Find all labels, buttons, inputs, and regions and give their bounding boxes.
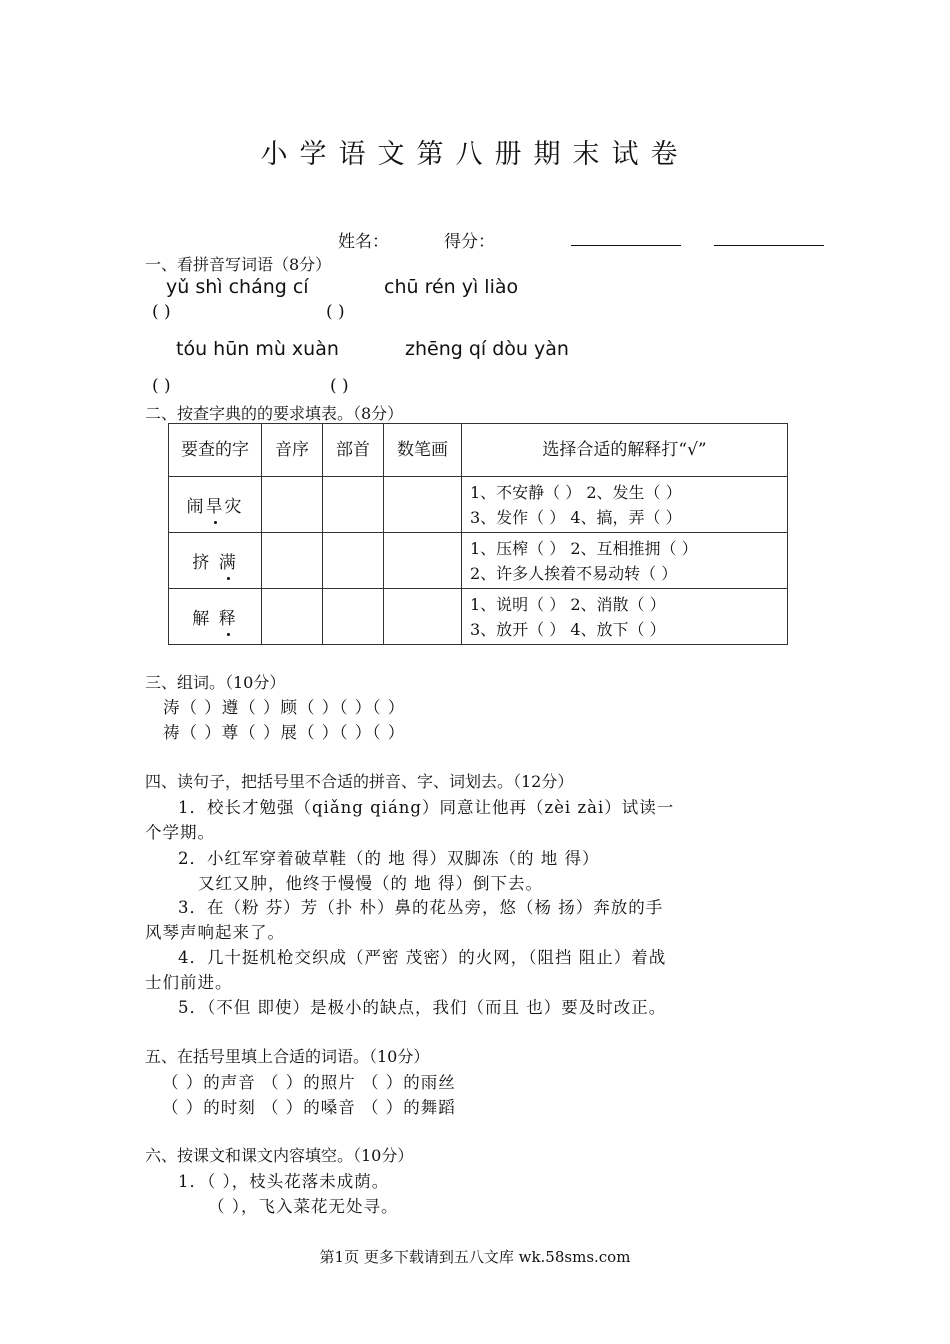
dictionary-table bbox=[168, 423, 788, 645]
section2-heading: 二、按查字典的的要求填表。（8分） bbox=[145, 404, 404, 423]
emphasis-dot-char: 旱 bbox=[205, 497, 225, 517]
pinyin-4: zhēng qí dòu yàn bbox=[405, 338, 569, 360]
col-header: 选择合适的解释打“√” bbox=[462, 424, 788, 477]
sentence-line: 5．（不但 即使）是极小的缺点，我们（而且 也）要及时改正。 bbox=[178, 998, 667, 1017]
word-group-row[interactable]: 祷（ ）尊（ ）展（ ）（ ）（ ） bbox=[163, 723, 406, 742]
sentence-line: 4．几十挺机枪交织成（严密 茂密）的火网，（阻挡 阻止）着战 bbox=[178, 948, 667, 967]
poem-line[interactable]: 1．（ ），枝头花落未成荫。 bbox=[178, 1172, 390, 1191]
col-header: 部首 bbox=[323, 424, 384, 477]
table-row bbox=[169, 477, 788, 533]
answer-cell[interactable] bbox=[384, 477, 462, 533]
answer-cell[interactable] bbox=[262, 589, 323, 645]
pinyin-2: chū rén yì liào bbox=[384, 276, 519, 298]
sentence-line: 3．在（粉 芬）芳（扑 朴）鼻的花丛旁，悠（杨 扬）奔放的手 bbox=[178, 898, 664, 917]
answer-cell[interactable] bbox=[323, 589, 384, 645]
score-underline bbox=[714, 245, 824, 246]
emphasis-dot-char: 满 bbox=[218, 553, 238, 573]
section4-heading: 四、读句子，把括号里不合适的拼音、字、词划去。（12分） bbox=[145, 772, 574, 791]
answer-blank[interactable]: ( ) bbox=[330, 376, 349, 396]
section5-heading: 五、在括号里填上合适的词语。（10分） bbox=[145, 1047, 430, 1066]
poem-line[interactable]: （ ），飞入菜花无处寻。 bbox=[208, 1197, 399, 1216]
section6-heading: 六、按课文和课文内容填空。（10分） bbox=[145, 1146, 414, 1165]
answer-cell[interactable] bbox=[384, 533, 462, 589]
page-footer: 第1页 更多下载请到五八文库 wk.58sms.com bbox=[319, 1248, 631, 1266]
emphasis-dot-char: 释 bbox=[218, 609, 238, 629]
answer-cell[interactable] bbox=[262, 477, 323, 533]
query-chars: 闹旱灾 bbox=[169, 477, 262, 533]
section1-heading: 一、看拼音写词语（8分） bbox=[145, 255, 332, 274]
section3-heading: 三、组词。（10分） bbox=[145, 673, 286, 692]
col-header: 数笔画 bbox=[384, 424, 462, 477]
col-header: 要查的字 bbox=[169, 424, 262, 477]
answer-cell[interactable] bbox=[384, 589, 462, 645]
options-cell[interactable]: 1、说明（ ） 2、消散（ ） 3、放开（ ） 4、放下（ ） bbox=[462, 589, 788, 645]
fill-row[interactable]: （ ）的时刻 （ ）的嗓音 （ ）的舞蹈 bbox=[162, 1098, 456, 1117]
sentence-line: 士们前进。 bbox=[145, 973, 233, 992]
table-row bbox=[169, 533, 788, 589]
score-label: 得分： bbox=[444, 232, 495, 252]
table-header-row bbox=[169, 424, 788, 477]
sentence-line: 1．校长才勉强（qiǎng qiáng）同意让他再（zèi zài）试读一 bbox=[178, 798, 675, 817]
sentence-line: 又红又肿，他终于慢慢（的 地 得）倒下去。 bbox=[198, 874, 543, 893]
sentence-line: 2．小红军穿着破草鞋（的 地 得）双脚冻（的 地 得） bbox=[178, 849, 600, 868]
query-chars: 解 释 bbox=[169, 589, 262, 645]
table-row bbox=[169, 589, 788, 645]
name-label: 姓名： bbox=[338, 232, 389, 252]
page-title: 小学语文第八册期末试卷 bbox=[260, 139, 690, 170]
pinyin-1: yǔ shì cháng cí bbox=[166, 276, 309, 298]
col-header: 音序 bbox=[262, 424, 323, 477]
word-group-row[interactable]: 涛（ ）遵（ ）顾（ ）（ ）（ ） bbox=[163, 698, 406, 717]
sentence-line: 个学期。 bbox=[145, 823, 215, 842]
pinyin-3: tóu hūn mù xuàn bbox=[176, 338, 339, 360]
answer-blank[interactable]: ( ) bbox=[152, 376, 171, 396]
answer-blank[interactable]: ( ) bbox=[326, 302, 345, 322]
answer-cell[interactable] bbox=[262, 533, 323, 589]
answer-cell[interactable] bbox=[323, 477, 384, 533]
sentence-line: 风琴声响起来了。 bbox=[145, 923, 285, 942]
options-cell[interactable]: 1、不安静（ ） 2、发生（ ） 3、发作（ ） 4、搞，弄（ ） bbox=[462, 477, 788, 533]
options-cell[interactable]: 1、压榨（ ） 2、互相推拥（ ） 2、许多人挨着不易动转（ ） bbox=[462, 533, 788, 589]
answer-cell[interactable] bbox=[323, 533, 384, 589]
name-underline bbox=[571, 245, 681, 246]
query-chars: 挤 满 bbox=[169, 533, 262, 589]
fill-row[interactable]: （ ）的声音 （ ）的照片 （ ）的雨丝 bbox=[162, 1073, 456, 1092]
answer-blank[interactable]: ( ) bbox=[152, 302, 171, 322]
